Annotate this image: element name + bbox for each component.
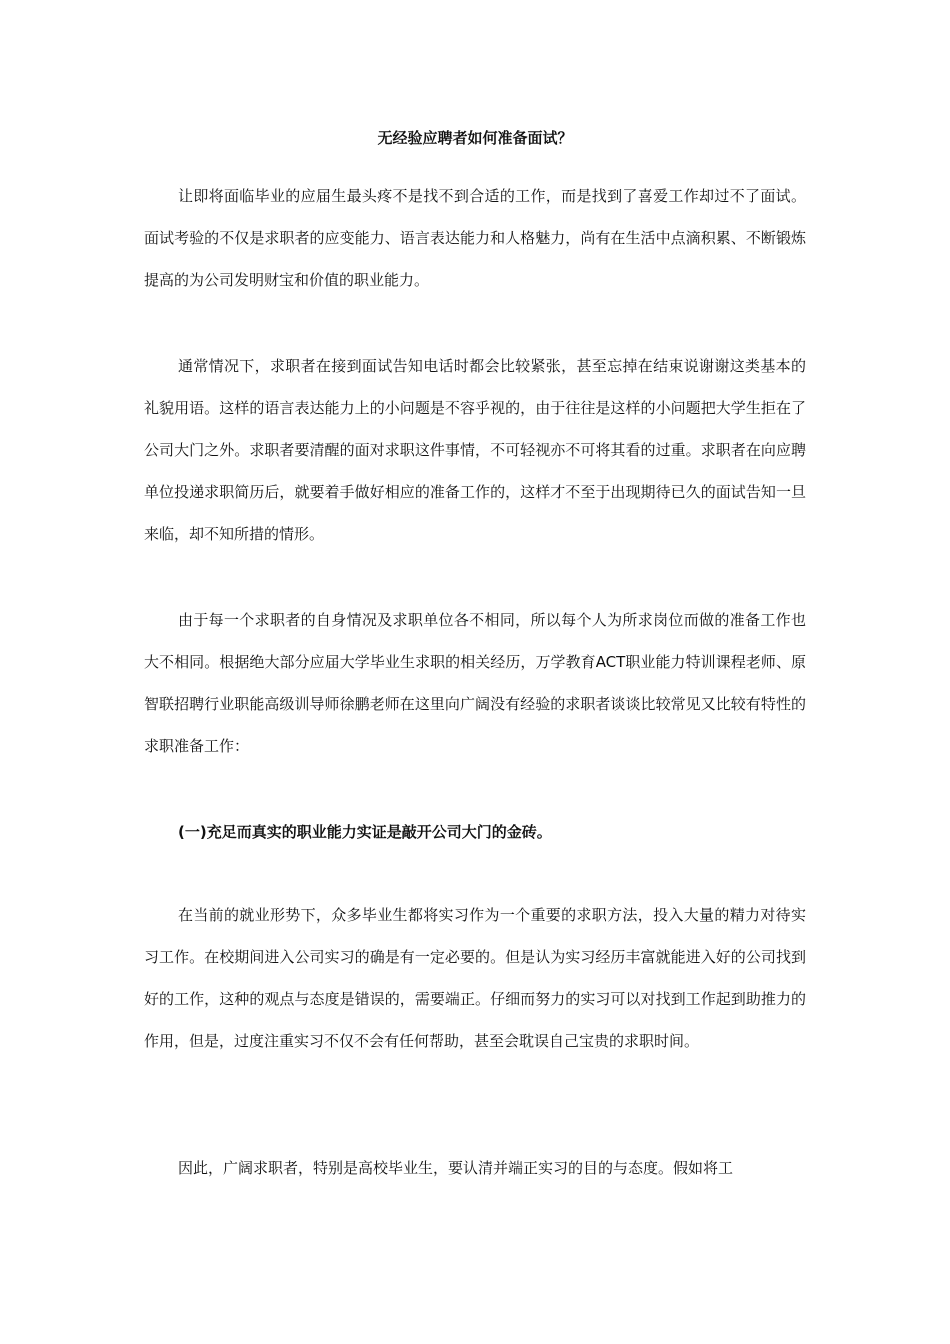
paragraph-intro: 让即将面临毕业的应届生最头疼不是找不到合适的工作，而是找到了喜爱工作却过不了面试。面试考验的不仅是求职者的应变能力、语言表达能力和人格魅力，尚有在生活中点滴积累、不断锻炼提高的为公司发明财宝和价值的职业能力。 <box>144 187 806 289</box>
paragraph-internship: 在当前的就业形势下，众多毕业生都将实习作为一个重要的求职方法，投入大量的精力对待实习工作。在校期间进入公司实习的确是有一定必要的。但是认为实习经历丰富就能进入好的公司找到好的工作，这种的观点与态度是错误的，需要端正。仔细而努力的实习可以对找到工作起到助推力的作用，但是，过度注重实习不仅不会有任何帮助，甚至会耽误自己宝贵的求职时间。 <box>144 906 806 1050</box>
paragraph-internship-attitude: 因此，广阔求职者，特别是高校毕业生，要认清并端正实习的目的与态度。假如将工 <box>178 1159 734 1177</box>
paragraph-interview-nerves: 通常情况下，求职者在接到面试告知电话时都会比较紧张，甚至忘掉在结束说谢谢这类基本的礼貌用语。这样的语言表达能力上的小问题是不容乎视的，由于往往是这样的小问题把大学生拒在了公司大门之外。求职者要清醒的面对求职这件事情，不可轻视亦不可将其看的过重。求职者在向应聘单位投递求职简历后，就要着手做好相应的准备工作的，这样才不至于出现期待已久的面试告知一旦来临，却不知所措的情形。 <box>144 357 806 543</box>
section-heading: (一)充足而真实的职业能力实证是敲开公司大门的金砖。 <box>178 823 552 841</box>
document-title: 无经验应聘者如何准备面试？ <box>377 129 573 147</box>
paragraph-preparation-overview: 由于每一个求职者的自身情况及求职单位各不相同，所以每个人为所求岗位而做的准备工作也大不相同。根据绝大部分应届大学毕业生求职的相关经历，万学教育ACT职业能力特训课程老师、原智联招聘行业职能高级训导师徐鹏老师在这里向广阔没有经验的求职者谈谈比较常见又比较有特性的求职准备工作： <box>144 611 806 755</box>
